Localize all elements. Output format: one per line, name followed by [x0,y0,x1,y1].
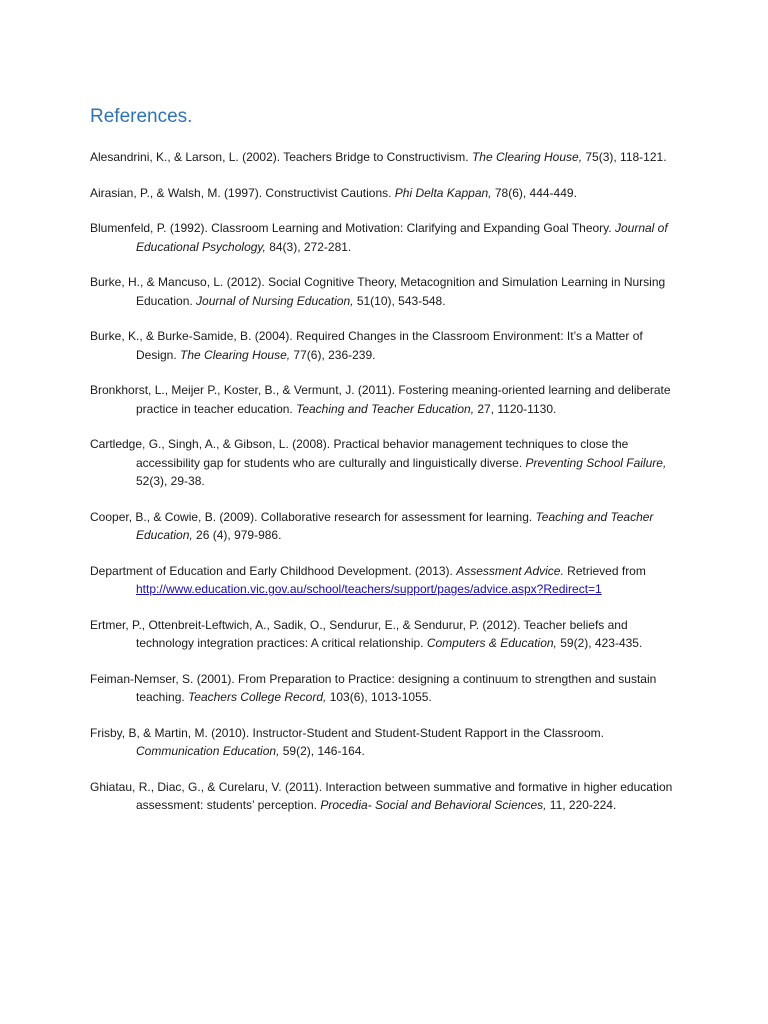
reference-text: Ghiatau, R., Diac, G., & Curelaru, V. (2011). Interaction between summative and formative in higher education assessment: students’ perception. [90,779,673,812]
reference-source: Communication Education, [136,744,280,758]
reference-details: 103(6), 1013-1055. [326,690,432,704]
reference-text: Blumenfeld, P. (1992). Classroom Learning and Motivation: Clarifying and Expanding Goal Theory. [90,221,615,235]
reference-text: Frisby, B, & Martin, M. (2010). Instructor-Student and Student-Student Rapport in the Classroom. [90,725,605,740]
references-heading: References. [90,106,193,127]
reference-entry [90,562,682,599]
reference-details: 84(3), 272-281. [265,239,352,254]
reference-entry [90,327,682,364]
reference-source: Journal of Nursing Education, [196,293,354,308]
reference-details: 59(2), 146-164. [279,744,365,758]
reference-text: Department of Education and Early Childhood Development. (2013). [90,563,457,578]
reference-entry [90,508,682,545]
reference-details: 78(6), 444-449. [491,185,577,200]
reference-text: Cartledge, G., Singh, A., & Gibson, L. (2008). Practical behavior management techniques to close the accessibility gap for students who are culturally and linguistically diverse. [90,437,629,470]
reference-source: The Clearing House, [180,347,291,362]
reference-source: Computers & Education, [426,636,557,650]
reference-source: Teaching and Teacher Education, [136,509,654,542]
reference-entry [90,616,682,653]
reference-text: Burke, H., & Mancuso, L. (2012). Social Cognitive Theory, Metacognition and Simulation Learning in Nursing Education. [90,275,666,308]
reference-entry [90,148,682,167]
reference-source: Phi Delta Kappan, [394,185,492,200]
reference-source: Preventing School Failure, [525,455,667,470]
reference-entry [90,219,682,256]
reference-text: Feiman-Nemser, S. (2001). From Preparation to Practice: designing a continuum to strengthen and sustain teaching. [90,671,657,704]
reference-text: Alesandrini, K., & Larson, L. (2002). Teachers Bridge to Constructivism. [90,150,472,164]
reference-entry [90,670,682,707]
reference-details: 77(6), 236-239. [290,347,376,362]
reference-details: 26 (4), 979-986. [192,528,282,542]
reference-url-link[interactable]: http://www.education.vic.gov.au/school/teachers/support/pages/advice.aspx?Redirect=1 [136,582,602,596]
reference-details: 75(3), 118-121. [582,150,667,164]
reference-entry [90,184,682,203]
reference-entry [90,724,682,761]
reference-text: Burke, K., & Burke-Samide, B. (2004). Required Changes in the Classroom Environment: It’s a Matter of Design. [90,329,643,362]
reference-entry [90,273,682,310]
reference-details: Retrieved from [563,563,646,578]
reference-text: Ertmer, P., Ottenbreit-Leftwich, A., Sadik, O., Sendurur, E., & Sendurur, P. (2012). Teacher beliefs and technology integration practices: A critical relationship. [90,617,628,650]
reference-entry [90,778,682,815]
reference-details: 11, 220-224. [546,798,617,812]
reference-source: Teaching and Teacher Education, [296,401,475,416]
reference-details: 59(2), 423-435. [556,636,643,650]
reference-source: Procedia- Social and Behavioral Sciences, [320,798,547,812]
reference-source: Assessment Advice. [456,563,564,578]
reference-text: Bronkhorst, L., Meijer P., Koster, B., & Vermunt, J. (2011). Fostering meaning-oriented learning and deliberate practice in teacher education. [90,383,671,416]
reference-text: Airasian, P., & Walsh, M. (1997). Constructivist Cautions. [90,185,395,200]
reference-list [90,148,682,832]
reference-source: Teachers College Record, [188,690,327,704]
reference-source: Journal of Educational Psychology, [136,221,668,254]
reference-details: 52(3), 29-38. [136,474,205,488]
reference-entry [90,381,682,418]
reference-source: The Clearing House, [471,150,583,164]
reference-text: Cooper, B., & Cowie, B. (2009). Collaborative research for assessment for learning. [90,509,536,524]
reference-details: 27, 1120-1130. [474,401,557,416]
reference-details: 51(10), 543-548. [353,293,446,308]
reference-entry [90,435,682,491]
